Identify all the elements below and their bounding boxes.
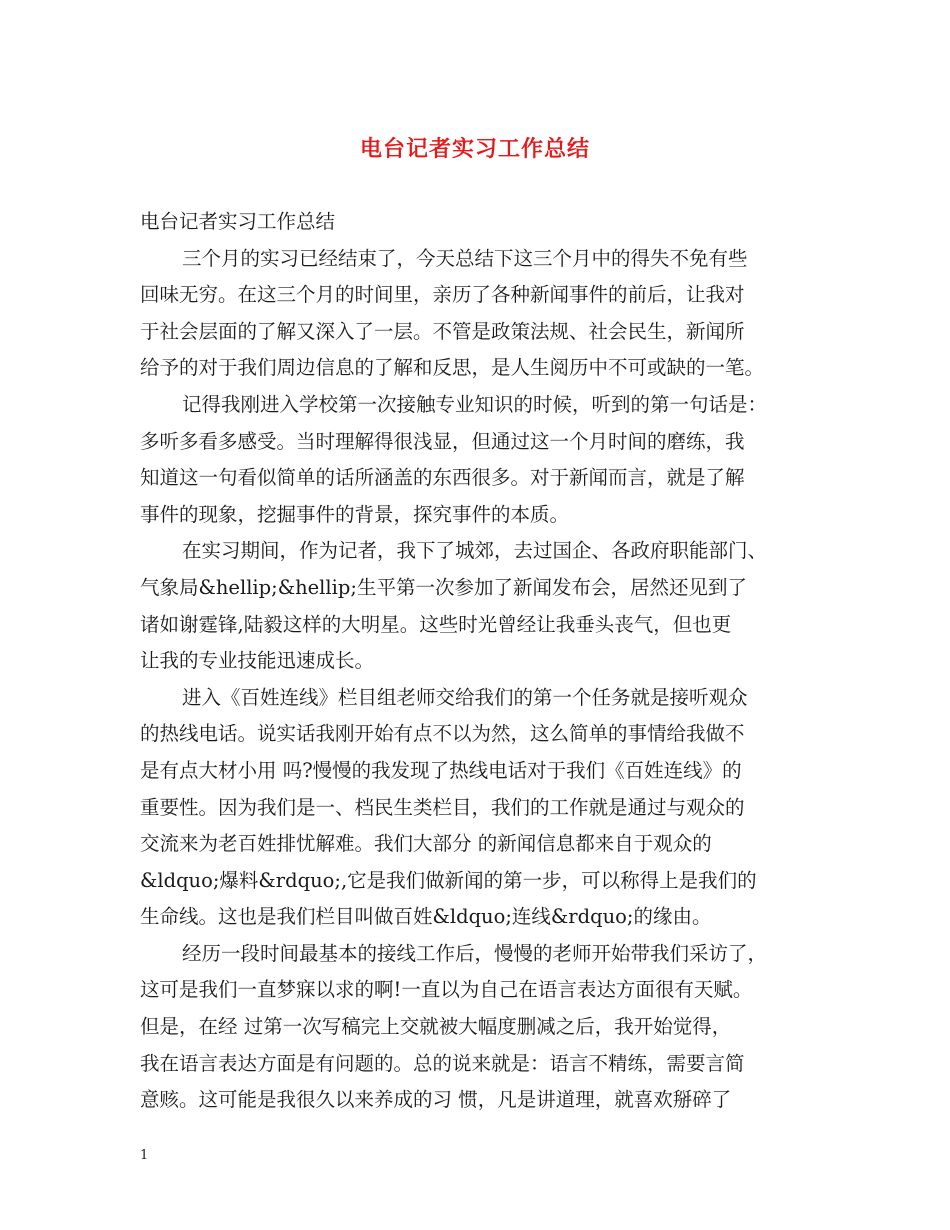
paragraph-line: 给予的对于我们周边信息的了解和反思，是人生阅历中不可或缺的一笔。 [140, 356, 765, 380]
paragraph-line: 生命线。这也是我们栏目叫做百姓&ldquo;连线&rdquo;的缘由。 [140, 905, 712, 929]
paragraph-line: 我在语言表达方面是有问题的。总的说来就是：语言不精练，需要言简 [140, 1051, 745, 1075]
page-number: 1 [140, 1148, 149, 1163]
paragraph-line: 让我的专业技能迅速成长。 [140, 649, 375, 673]
paragraph-line: 三个月的实习已经结束了，今天总结下这三个月中的得失不免有些 [182, 246, 748, 270]
paragraph-line: 于社会层面的了解又深入了一层。不管是政策法规、社会民生，新闻所 [140, 319, 745, 343]
paragraph-line: 气象局&hellip;&hellip;生平第一次参加了新闻发布会，居然还见到了 [140, 575, 747, 599]
document-title: 电台记者实习工作总结 [359, 137, 590, 162]
paragraph-line: 的热线电话。说实话我刚开始有点不以为然，这么简单的事情给我做不 [140, 722, 745, 746]
paragraph-line: 进入《百姓连线》栏目组老师交给我们的第一个任务就是接听观众 [182, 685, 748, 709]
paragraph-line: 重要性。因为我们是一、档民生类栏目，我们的工作就是通过与观众的 [140, 795, 745, 819]
paragraph-line: 经历一段时间最基本的接线工作后，慢慢的老师开始带我们采访了， [182, 941, 768, 965]
paragraph-line: 知道这一句看似简单的话所涵盖的东西很多。对于新闻而言，就是了解 [140, 466, 745, 490]
paragraph-line: 在实习期间，作为记者，我下了城郊，去过国企、各政府职能部门、 [182, 539, 768, 563]
paragraph-line: 是有点大材小用 吗?慢慢的我发现了热线电话对于我们《百姓连线》的 [140, 758, 742, 782]
paragraph-line: 诸如谢霆锋,陆毅这样的大明星。这些时光曾经让我垂头丧气，但也更 [140, 612, 732, 636]
paragraph-line: 回味无穷。在这三个月的时间里，亲历了各种新闻事件的前后，让我对 [140, 283, 745, 307]
paragraph-line: 记得我刚进入学校第一次接触专业知识的时候，听到的第一句话是： [182, 392, 768, 416]
paragraph-line: 这可是我们一直梦寐以求的啊!一直以为自己在语言表达方面很有天赋。 [140, 978, 753, 1002]
paragraph-line: &ldquo;爆料&rdquo;,它是我们做新闻的第一步，可以称得上是我们的 [140, 868, 757, 892]
paragraph-line: 但是，在经 过第一次写稿完上交就被大幅度删减之后，我开始觉得， [140, 1015, 732, 1039]
body-heading: 电台记者实习工作总结 [140, 210, 336, 233]
paragraph-line: 事件的现象，挖掘事件的背景，探究事件的本质。 [140, 502, 570, 526]
paragraph-line: 交流来为老百姓排忧解难。我们大部分 的新闻信息都来自于观众的 [140, 832, 712, 856]
document-body [140, 204, 820, 1119]
paragraph-line: 意赅。这可能是我很久以来养成的习 惯，凡是讲道理，就喜欢掰碎了 [140, 1088, 732, 1112]
paragraph-line: 多听多看多感受。当时理解得很浅显，但通过这一个月时间的磨练，我 [140, 429, 745, 453]
